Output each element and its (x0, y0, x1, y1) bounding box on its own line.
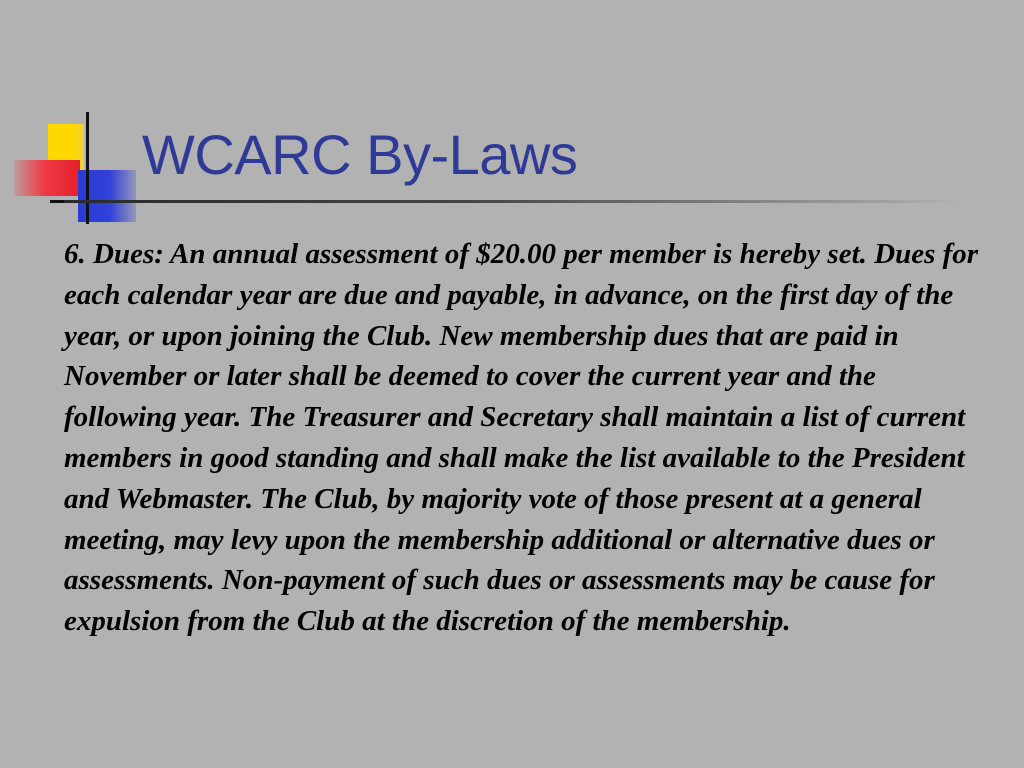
title-underline-rule (64, 200, 964, 203)
slide-body-text: 6. Dues: An annual assessment of $20.00 per member is hereby set. Dues for each calendar year are due and payable, in advance, on the first day of the year, or upon joining the Club. New membership dues that are paid in November or later shall be deemed to cover the current year and the following year. The Treasurer and Secretary shall maintain a list of current members in good standing and shall make the list available to the President and Webmaster. The Club, by majority vote of those present at a general meeting, may levy upon the membership additional or alternative dues or assessments. Non-payment of such dues or assessments may be cause for expulsion from the Club at the discretion of the membership. (64, 238, 979, 638)
vertical-line-shape (86, 112, 89, 224)
slide-title: WCARC By-Laws (142, 123, 578, 186)
red-square-shape (14, 160, 80, 196)
decorative-squares-logo (0, 0, 150, 240)
